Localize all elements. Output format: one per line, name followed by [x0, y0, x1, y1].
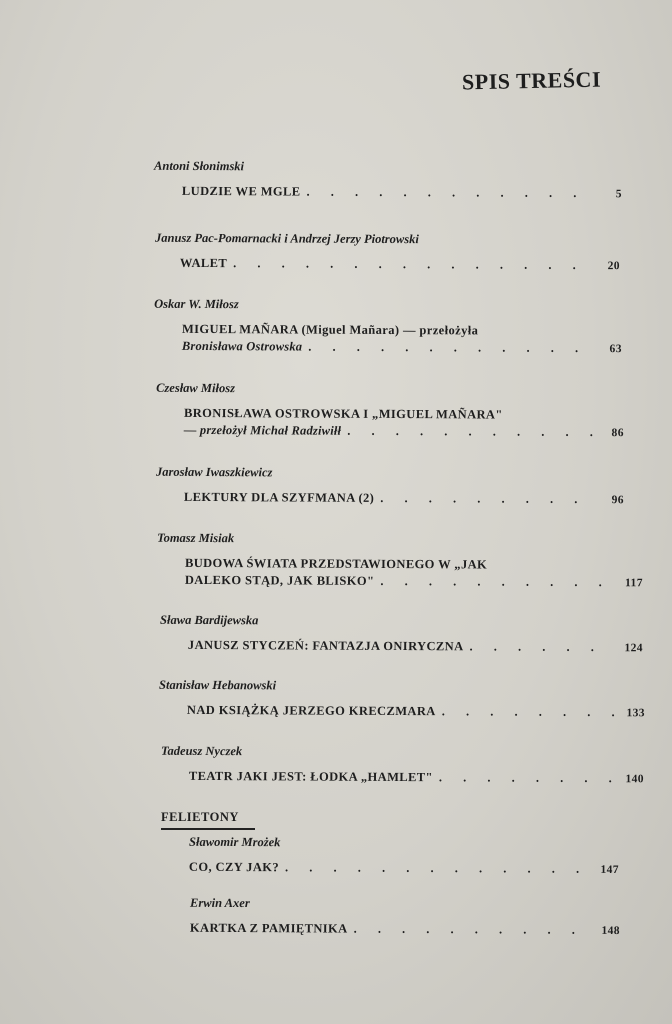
entry-author: Erwin Axer [190, 895, 250, 911]
entry-title: LUDZIE WE MGLE [181, 183, 301, 199]
entry-title: MIGUEL MAÑARA (Miguel Mañara) — przełożyła [181, 321, 479, 338]
entry-author: Jarosław Iwaszkiewicz [156, 464, 273, 480]
entry-work [187, 702, 645, 722]
entry-work [189, 768, 644, 788]
entry-title: WALET [179, 255, 228, 271]
entry-page-number: 148 [601, 924, 620, 938]
toc-entry [154, 159, 624, 203]
entry-title-line [189, 768, 644, 788]
entry-title: BRONISŁAWA OSTROWSKA I „MIGUEL MAÑARA" [183, 405, 503, 422]
dot-leader [308, 339, 594, 357]
entry-author: Tomasz Misiak [157, 530, 235, 546]
entry-work [188, 637, 643, 657]
entry-page-number: 5 [615, 188, 622, 201]
entry-work [182, 183, 622, 203]
entry-page-number: 20 [607, 260, 620, 273]
entry-title-line [180, 255, 620, 275]
dot-leader [380, 573, 615, 591]
entry-page-number: 147 [600, 863, 619, 877]
toc-entry [160, 612, 643, 657]
entry-author: Stanisław Hebanowski [159, 677, 277, 693]
entry-translator: — przełożył Michał Radziwiłł [183, 422, 342, 438]
entry-work [182, 321, 622, 358]
entry-title-line [185, 572, 643, 592]
entry-title: BUDOWA ŚWIATA PRZEDSTAWIONEGO W „JAK [184, 555, 488, 572]
toc-entry [155, 231, 625, 275]
toc-entry [157, 530, 643, 592]
dot-leader [442, 703, 617, 721]
entry-author: Oskar W. Miłosz [154, 296, 239, 312]
entry-author: Czesław Miłosz [156, 380, 236, 396]
toc-entry [154, 297, 624, 358]
entry-work [190, 920, 620, 940]
toc-entry [161, 743, 644, 788]
entry-author: Antoni Słonimski [154, 158, 245, 174]
entry-page-number: 140 [625, 773, 644, 786]
toc-entry [159, 677, 645, 722]
toc-entry [156, 465, 626, 509]
entry-page-number: 133 [626, 707, 645, 720]
section-heading: FELIETONY [161, 810, 255, 830]
entry-title: LEKTURY DLA SZYFMANA (2) [183, 489, 375, 505]
page-title: SPIS TREŚCI [461, 66, 602, 95]
dot-leader [306, 184, 593, 203]
entry-title: CO, CZY JAK? [188, 859, 280, 875]
entry-work [180, 255, 620, 275]
entry-title: DALEKO STĄD, JAK BLISKO" [184, 572, 375, 588]
entry-work [185, 555, 643, 592]
entry-page-number: 117 [625, 577, 643, 590]
dot-leader [469, 638, 615, 656]
entry-title: NAD KSIĄŻKĄ JERZEGO KRECZMARA [186, 702, 436, 719]
dot-leader [354, 921, 592, 939]
entry-title-line [188, 637, 643, 657]
dot-leader [347, 423, 596, 441]
toc-entry [156, 381, 626, 442]
entry-author: Janusz Pac-Pomarnacki i Andrzej Jerzy Piotrowski [155, 230, 419, 247]
toc-entry [190, 896, 660, 940]
entry-title-line [189, 859, 619, 879]
entry-author: Sławomir Mrożek [189, 834, 281, 850]
entry-title: KARTKA Z PAMIĘTNIKA [189, 920, 348, 936]
toc-entry [189, 835, 659, 879]
entry-page-number: 86 [611, 427, 624, 440]
dot-leader [439, 769, 616, 787]
entry-page-number: 96 [611, 494, 624, 507]
entry-work [184, 489, 624, 509]
dot-leader [380, 490, 596, 508]
entry-title: JANUSZ STYCZEŃ: FANTAZJA ONIRYCZNA [187, 637, 464, 654]
entry-title-line [182, 338, 622, 358]
entry-work [189, 859, 619, 879]
entry-title: TEATR JAKI JEST: ŁODKA „HAMLET" [188, 768, 433, 785]
entry-page-number: 124 [624, 642, 643, 655]
entry-title-line [184, 422, 624, 442]
entry-author: Tadeusz Nyczek [161, 743, 243, 759]
entry-work [184, 405, 624, 442]
entry-title-line [190, 920, 620, 940]
dot-leader [285, 859, 591, 878]
entry-page-number: 63 [609, 343, 622, 356]
entry-title-line [184, 489, 624, 509]
entry-author: Sława Bardijewska [160, 612, 259, 628]
entry-translator: Bronisława Ostrowska [181, 338, 303, 354]
entry-title-line [187, 702, 645, 722]
entry-title-line [182, 183, 622, 203]
dot-leader [233, 255, 592, 274]
